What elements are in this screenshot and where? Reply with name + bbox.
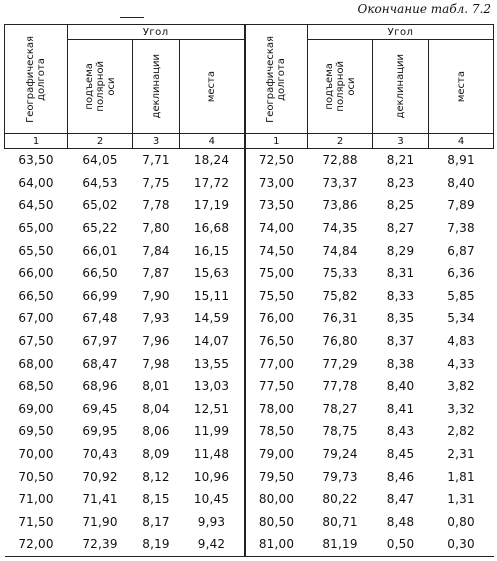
table-cell: 70,43 — [82, 447, 118, 462]
table-cell: 8,17 — [142, 514, 170, 529]
table-cell: 15,11 — [193, 288, 230, 303]
table-cell: 80,50 — [245, 511, 308, 534]
table-cell: 3,82 — [447, 379, 475, 394]
table-cell: 7,98 — [142, 356, 170, 371]
table-cell: 9,93 — [197, 514, 226, 529]
table-cell: 73,50 — [245, 194, 308, 217]
table-cell: 65,00 — [18, 221, 54, 236]
table-cell: 71,50 — [18, 514, 54, 529]
table-cell: 7,75 — [142, 175, 170, 190]
table-cell: 0,30 — [429, 533, 494, 556]
table-cell: 81,00 — [245, 533, 308, 556]
table-cell: 0,80 — [447, 514, 475, 529]
table-cell: 8,09 — [142, 447, 170, 462]
table-cell: 68,50 — [18, 379, 54, 394]
table-cell: 79,50 — [245, 465, 308, 488]
table-cell: 66,00 — [18, 266, 54, 281]
table-cell: 67,00 — [18, 311, 54, 326]
table-cell: 8,40 — [447, 175, 475, 190]
table-cell: 5,34 — [447, 311, 475, 326]
header-angle-left: Угол — [68, 25, 245, 40]
col-num: 1 — [245, 134, 308, 149]
table-cell: 66,50 — [18, 288, 54, 303]
table-cell: 12,51 — [193, 401, 230, 416]
table-cell: 77,00 — [245, 352, 308, 375]
table-cell: 7,80 — [142, 221, 170, 236]
table-row — [5, 511, 494, 534]
table-cell: 66,99 — [82, 288, 118, 303]
table-cell: 14,07 — [193, 334, 230, 349]
table-cell: 79,24 — [322, 447, 358, 462]
table-cell: 69,95 — [82, 424, 118, 439]
table-cell: 74,50 — [245, 239, 308, 262]
table-cell: 16,15 — [193, 243, 230, 258]
table-cell: 80,22 — [322, 492, 358, 507]
table-cell: 8,31 — [386, 266, 415, 281]
table-cell: 70,00 — [18, 447, 54, 462]
table-cell: 7,38 — [447, 221, 475, 236]
table-row — [5, 420, 494, 443]
table-cell: 71,90 — [82, 514, 118, 529]
table-cell: 6,36 — [447, 266, 475, 281]
table-cell: 75,00 — [245, 262, 308, 285]
table-cell: 76,80 — [322, 334, 358, 349]
table-cell: 6,87 — [447, 243, 475, 258]
col-num: 1 — [5, 134, 68, 149]
table-cell: 11,99 — [193, 424, 230, 439]
table-cell: 74,00 — [245, 217, 308, 240]
table-cell: 65,22 — [82, 221, 118, 236]
table-cell: 8,19 — [133, 533, 180, 556]
table-cell: 77,50 — [245, 375, 308, 398]
table-cell: 68,00 — [18, 356, 54, 371]
header-place-left: места — [180, 40, 245, 134]
col-num: 3 — [133, 134, 180, 149]
table-cell: 8,12 — [142, 469, 170, 484]
table-cell: 17,19 — [193, 198, 230, 213]
table-cell: 74,84 — [322, 243, 358, 258]
table-cell: 16,68 — [193, 221, 230, 236]
table-row — [5, 465, 494, 488]
table-row — [5, 533, 494, 556]
longitude-angle-table — [4, 24, 494, 557]
table-cell: 75,50 — [245, 285, 308, 308]
table-cell: 67,50 — [18, 334, 54, 349]
table-cell: 9,42 — [180, 533, 245, 556]
table-cell: 11,48 — [193, 447, 230, 462]
table-cell: 18,24 — [193, 153, 230, 168]
table-cell: 73,37 — [322, 175, 358, 190]
table-cell: 79,00 — [245, 443, 308, 466]
table-cell: 8,46 — [386, 469, 415, 484]
table-cell: 10,45 — [193, 492, 230, 507]
header-decl-left: деклинации — [133, 40, 180, 134]
table-cell: 8,48 — [386, 514, 415, 529]
table-cell: 4,33 — [447, 356, 475, 371]
table-cell: 76,50 — [245, 330, 308, 353]
table-cell: 10,96 — [193, 469, 230, 484]
table-cell: 7,89 — [447, 198, 475, 213]
table-cell: 17,72 — [193, 175, 230, 190]
table-cell: 67,97 — [82, 334, 118, 349]
table-caption: Окончание табл. 7.2 — [357, 2, 491, 16]
table-cell: 1,81 — [447, 469, 475, 484]
table-cell: 15,63 — [193, 266, 230, 281]
table-row — [5, 375, 494, 398]
table-cell: 75,82 — [322, 288, 358, 303]
col-num: 4 — [180, 134, 245, 149]
table-row — [5, 443, 494, 466]
decorative-rule — [120, 17, 144, 18]
table-cell: 7,90 — [142, 288, 170, 303]
table-cell: 78,50 — [245, 420, 308, 443]
table-cell: 69,45 — [82, 401, 118, 416]
table-cell: 66,50 — [82, 266, 118, 281]
header-angle-right: Угол — [308, 25, 494, 40]
table-cell: 7,71 — [142, 153, 170, 168]
table-cell: 72,00 — [5, 533, 68, 556]
table-cell: 72,39 — [68, 533, 133, 556]
table-cell: 8,41 — [386, 401, 415, 416]
table-cell: 8,43 — [386, 424, 415, 439]
table-cell: 80,00 — [245, 488, 308, 511]
table-row — [5, 330, 494, 353]
table-cell: 8,01 — [142, 379, 170, 394]
table-cell: 63,50 — [18, 153, 54, 168]
table-row — [5, 352, 494, 375]
table-cell: 66,01 — [82, 243, 118, 258]
table-row — [5, 398, 494, 421]
table-cell: 71,00 — [18, 492, 54, 507]
table-cell: 77,78 — [322, 379, 358, 394]
table-cell: 8,45 — [386, 447, 415, 462]
table-cell: 77,29 — [322, 356, 358, 371]
table-cell: 8,15 — [142, 492, 170, 507]
col-num: 3 — [373, 134, 429, 149]
table-row — [5, 262, 494, 285]
header-polar-right: подъема полярной оси — [308, 40, 373, 134]
header-decl-right: деклинации — [373, 40, 429, 134]
header-longitude-left: Географическая долгота — [5, 25, 68, 134]
table-cell: 2,31 — [447, 447, 475, 462]
table-cell: 81,19 — [308, 533, 373, 556]
column-number-row — [5, 134, 494, 149]
table-cell: 76,31 — [322, 311, 358, 326]
table-cell: 67,48 — [82, 311, 118, 326]
col-num: 2 — [308, 134, 373, 149]
table-cell: 1,31 — [447, 492, 475, 507]
table-cell: 8,37 — [386, 334, 415, 349]
table-cell: 64,00 — [18, 175, 54, 190]
table-cell: 79,73 — [322, 469, 358, 484]
header-longitude-right: Географическая долгота — [245, 25, 308, 134]
header-polar-left: подъема полярной оси — [68, 40, 133, 134]
header-place-right: места — [429, 40, 494, 134]
table-cell: 7,84 — [142, 243, 170, 258]
table-cell: 8,06 — [142, 424, 170, 439]
table-cell: 8,29 — [386, 243, 415, 258]
table-cell: 65,50 — [18, 243, 54, 258]
table-cell: 8,23 — [386, 175, 415, 190]
table-cell: 65,02 — [82, 198, 118, 213]
table-cell: 70,50 — [18, 469, 54, 484]
table-cell: 69,50 — [18, 424, 54, 439]
table-cell: 68,96 — [82, 379, 118, 394]
table-cell: 72,50 — [245, 149, 308, 172]
col-num: 4 — [429, 134, 494, 149]
table-cell: 8,38 — [386, 356, 415, 371]
table-row — [5, 285, 494, 308]
table-cell: 74,35 — [322, 221, 358, 236]
table-cell: 7,78 — [142, 198, 170, 213]
table-cell: 2,82 — [447, 424, 475, 439]
col-num: 2 — [68, 134, 133, 149]
table-cell: 64,50 — [18, 198, 54, 213]
table-cell: 76,00 — [245, 307, 308, 330]
table-cell: 78,75 — [322, 424, 358, 439]
table-cell: 64,53 — [82, 175, 118, 190]
table-cell: 64,05 — [82, 153, 118, 168]
table-cell: 0,50 — [373, 533, 429, 556]
table-cell: 8,21 — [386, 153, 415, 168]
table-row — [5, 172, 494, 195]
table-cell: 80,71 — [322, 514, 358, 529]
table-cell: 8,04 — [142, 401, 170, 416]
table-cell: 4,83 — [447, 334, 475, 349]
table-cell: 78,27 — [322, 401, 358, 416]
table-cell: 7,96 — [142, 334, 170, 349]
table-cell: 8,40 — [386, 379, 415, 394]
table-cell: 5,85 — [447, 288, 475, 303]
table-cell: 73,00 — [245, 172, 308, 195]
table-body — [5, 149, 494, 557]
table-row — [5, 488, 494, 511]
table-cell: 8,33 — [386, 288, 415, 303]
table-cell: 71,41 — [82, 492, 118, 507]
table-cell: 8,91 — [447, 153, 475, 168]
table-row — [5, 239, 494, 262]
table-cell: 69,00 — [18, 401, 54, 416]
table-cell: 8,25 — [386, 198, 415, 213]
table-row — [5, 217, 494, 240]
table-cell: 7,87 — [142, 266, 170, 281]
table-cell: 8,47 — [386, 492, 415, 507]
table-cell: 75,33 — [322, 266, 358, 281]
table-row — [5, 194, 494, 217]
table-cell: 70,92 — [82, 469, 118, 484]
table-row — [5, 307, 494, 330]
table-cell: 3,32 — [447, 401, 475, 416]
table-cell: 13,03 — [193, 379, 230, 394]
table-cell: 8,27 — [386, 221, 415, 236]
table-cell: 68,47 — [82, 356, 118, 371]
table-cell: 13,55 — [193, 356, 230, 371]
table-row — [5, 149, 494, 172]
table-cell: 78,00 — [245, 398, 308, 421]
table-cell: 73,86 — [322, 198, 358, 213]
table-cell: 14,59 — [193, 311, 230, 326]
table-cell: 8,35 — [386, 311, 415, 326]
table-cell: 72,88 — [322, 153, 358, 168]
table-cell: 7,93 — [142, 311, 170, 326]
